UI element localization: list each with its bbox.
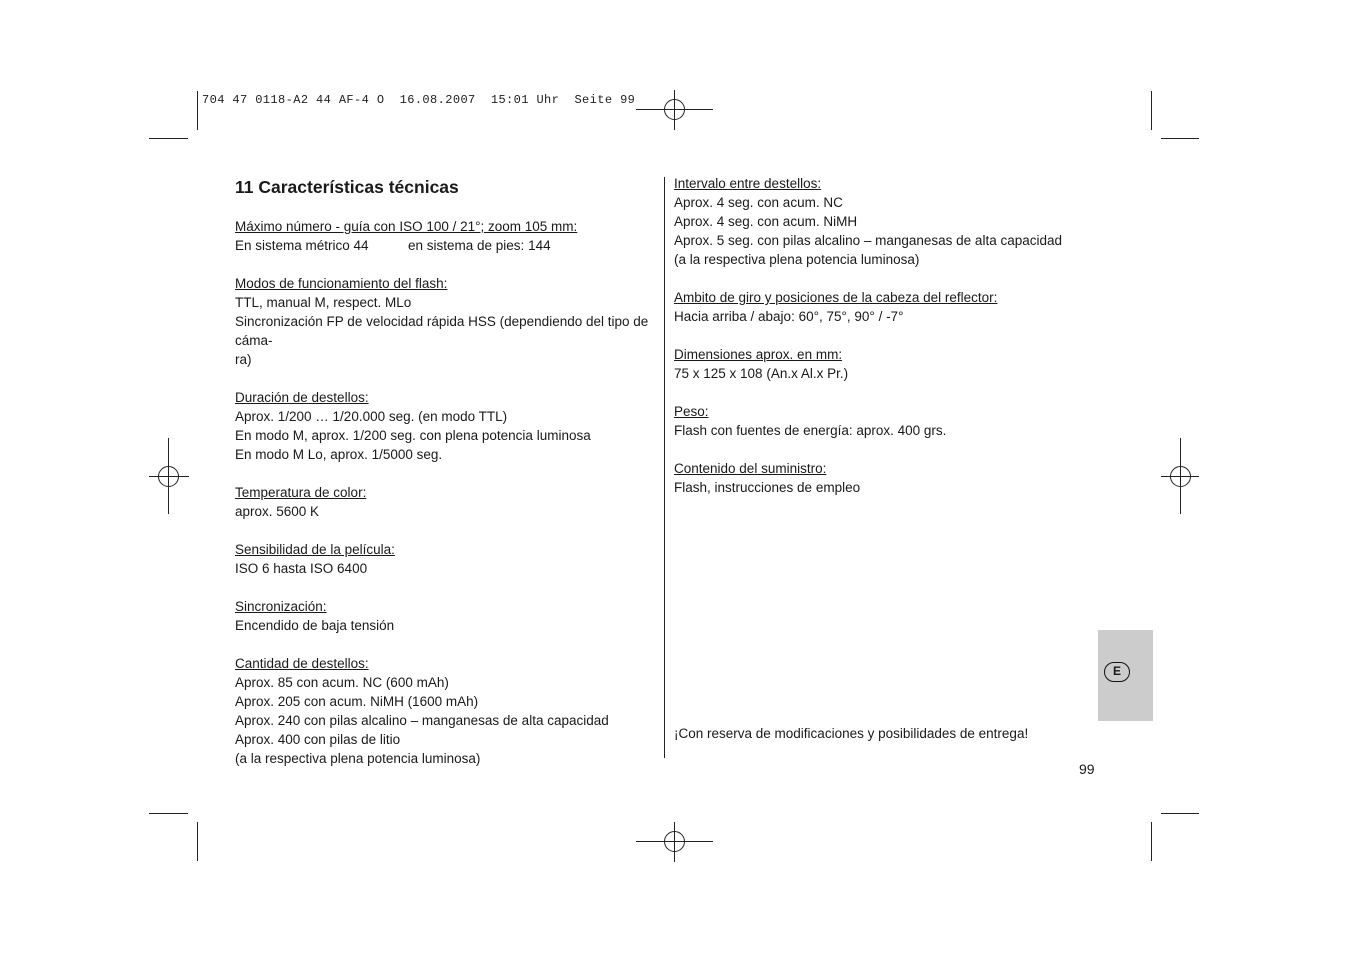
section-heading: Máximo número - guía con ISO 100 / 21°; zoom 105 mm: — [235, 219, 578, 234]
section-heading: Sensibilidad de la película: — [235, 542, 395, 557]
section-line: Aprox. 205 con acum. NiMH (1600 mAh) — [235, 694, 479, 709]
left-column — [235, 176, 655, 787]
contents-section — [674, 459, 1074, 497]
page-number: 99 — [1079, 761, 1095, 777]
section-line: Aprox. 85 con acum. NC (600 mAh) — [235, 675, 449, 690]
section-line: TTL, manual M, respect. MLo — [235, 295, 412, 310]
right-column — [674, 174, 1074, 516]
guide-number-values — [235, 236, 655, 255]
section-heading: Cantidad de destellos: — [235, 656, 369, 671]
color-temperature-section — [235, 483, 655, 521]
synchronization-section — [235, 597, 655, 635]
section-line: ISO 6 hasta ISO 6400 — [235, 561, 368, 576]
section-line: Flash, instrucciones de empleo — [674, 480, 861, 495]
print-header: 704 47 0118-A2 44 AF-4 O 16.08.2007 15:01 Uhr Seite 99 — [202, 93, 636, 107]
feet-value: en sistema de pies: 144 — [408, 238, 551, 253]
section-heading: Duración de destellos: — [235, 390, 369, 405]
language-badge: E — [1104, 662, 1130, 682]
flash-duration-section — [235, 388, 655, 464]
section-line: Aprox. 1/200 … 1/20.000 seg. (en modo TTL) — [235, 409, 508, 424]
section-line: (a la respectiva plena potencia luminosa) — [674, 252, 920, 267]
section-heading: Dimensiones aprox. en mm: — [674, 347, 843, 362]
section-line: Sincronización FP de velocidad rápida HSS (dependiendo del tipo de cáma- — [235, 314, 649, 348]
metric-value: En sistema métrico 44 — [235, 238, 369, 253]
section-line: aprox. 5600 K — [235, 504, 320, 519]
section-line: 75 x 125 x 108 (An.x Al.x Pr.) — [674, 366, 849, 381]
section-heading: Sincronización: — [235, 599, 327, 614]
weight-section — [674, 402, 1074, 440]
section-heading: Peso: — [674, 404, 709, 419]
section-line: Aprox. 5 seg. con pilas alcalino – manganesas de alta capacidad — [674, 233, 1062, 248]
section-heading: Ambito de giro y posiciones de la cabeza del reflector: — [674, 290, 998, 305]
section-line: Aprox. 4 seg. con acum. NiMH — [674, 214, 858, 229]
section-line: En modo M Lo, aprox. 1/5000 seg. — [235, 447, 443, 462]
section-heading: Modos de funcionamiento del flash: — [235, 276, 448, 291]
dimensions-section — [674, 345, 1074, 383]
section-heading: Temperatura de color: — [235, 485, 367, 500]
flash-count-section — [235, 654, 655, 768]
section-line: Flash con fuentes de energía: aprox. 400 grs. — [674, 423, 947, 438]
reflector-rotation-section — [674, 288, 1074, 326]
disclaimer: ¡Con reserva de modificaciones y posibilidades de entrega! — [674, 726, 1029, 741]
section-heading: Intervalo entre destellos: — [674, 176, 822, 191]
column-divider — [664, 177, 665, 758]
film-sensitivity-section — [235, 540, 655, 578]
flash-modes-section — [235, 274, 655, 369]
section-line: Aprox. 400 con pilas de litio — [235, 732, 401, 747]
section-line: Aprox. 240 con pilas alcalino – manganesas de alta capacidad — [235, 713, 609, 728]
section-line: Hacia arriba / abajo: 60°, 75°, 90° / -7° — [674, 309, 904, 324]
flash-interval-section — [674, 174, 1074, 269]
section-line: ra) — [235, 352, 252, 367]
guide-number-section — [235, 217, 655, 255]
section-heading: Contenido del suministro: — [674, 461, 827, 476]
section-line: Encendido de baja tensión — [235, 618, 395, 633]
page-title: 11 Características técnicas — [235, 177, 459, 197]
section-line: (a la respectiva plena potencia luminosa) — [235, 751, 481, 766]
section-line: En modo M, aprox. 1/200 seg. con plena potencia luminosa — [235, 428, 591, 443]
section-line: Aprox. 4 seg. con acum. NC — [674, 195, 843, 210]
